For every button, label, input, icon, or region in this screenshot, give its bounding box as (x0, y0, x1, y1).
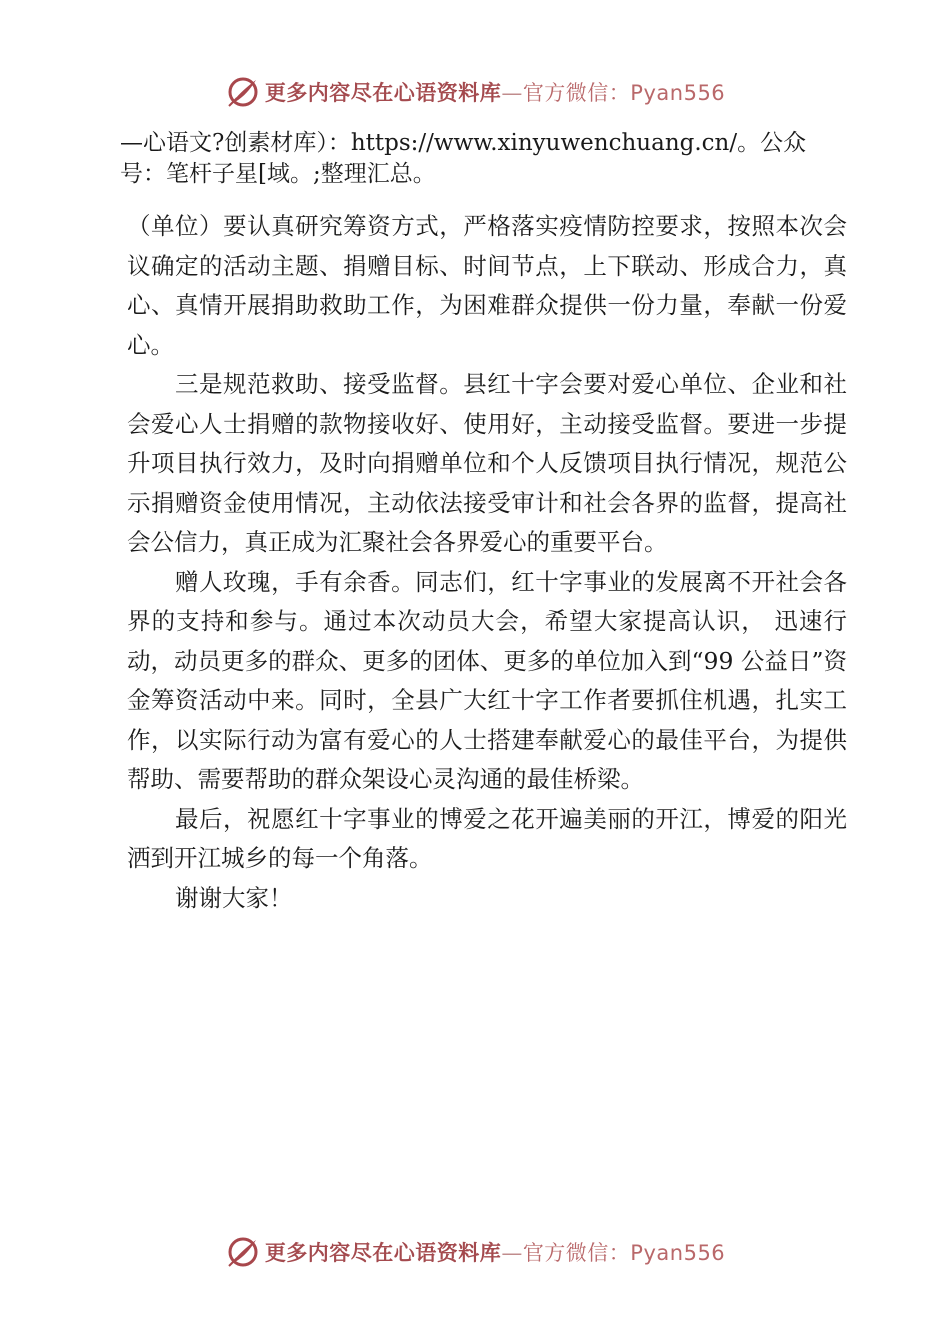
banner-dash: — (501, 1241, 523, 1265)
quill-logo-icon (225, 74, 261, 110)
banner-prefix: 更多内容尽在心语资料库 (264, 1241, 502, 1265)
footer-banner (0, 1232, 950, 1272)
source-line-2: 号：笔杆子星[域。;整理汇总。 (120, 161, 436, 187)
paragraph-1: （单位）要认真研究筹资方式，严格落实疫情防控要求，按照本次会议确定的活动主题、捐赠目标、时间节点，上下联动、形成合力，真心、真情开展捐助救助工作，为困难群众提供一份力量，奉献一份爱心。 (127, 212, 847, 359)
banner-suffix: 官方微信：Pyan556 (522, 1241, 726, 1265)
header-banner (0, 72, 950, 112)
banner-text (265, 77, 725, 107)
paragraph-2: 三是规范救助、接受监督。县红十字会要对爱心单位、企业和社会爱心人士捐赠的款物接收好、使用好，主动接受监督。要进一步提升项目执行效力，及时向捐赠单位和个人反馈项目执行情况，规范公示捐赠资金使用情况，主动依法接受审计和社会各界的监督，提高社会公信力，真正成为汇聚社会各界爱心的重要平台。 (127, 370, 847, 556)
banner-prefix: 更多内容尽在心语资料库 (264, 81, 502, 105)
document-body (127, 207, 847, 918)
banner-dash: — (501, 81, 523, 105)
banner-suffix: 官方微信：Pyan556 (522, 81, 726, 105)
banner-text (265, 1237, 725, 1267)
source-line-1: —心语文?创素材库）：https://www.xinyuwenchuang.cn/。公众 (120, 130, 807, 156)
paragraph-3: 赠人玫瑰，手有余香。同志们，红十字事业的发展离不开社会各界的支持和参与。通过本次动员大会，希望大家提高认识， 迅速行动，动员更多的群众、更多的团体、更多的单位加入到“99 公益日”资金筹资活动中来。同时，全县广大红十字工作者要抓住机遇，扎实工作，以实际行动为富有爱心的人士搭建奉献爱心的最佳平台，为提供帮助、需要帮助的群众架设心灵沟通的最佳桥梁。 (127, 567, 847, 793)
paragraph-5: 谢谢大家！ (175, 883, 293, 912)
quill-logo-icon (225, 1234, 261, 1270)
source-attribution (120, 128, 850, 190)
paragraph-4: 最后，祝愿红十字事业的博爱之花开遍美丽的开江，博爱的阳光洒到开江城乡的每一个角落。 (127, 804, 847, 872)
